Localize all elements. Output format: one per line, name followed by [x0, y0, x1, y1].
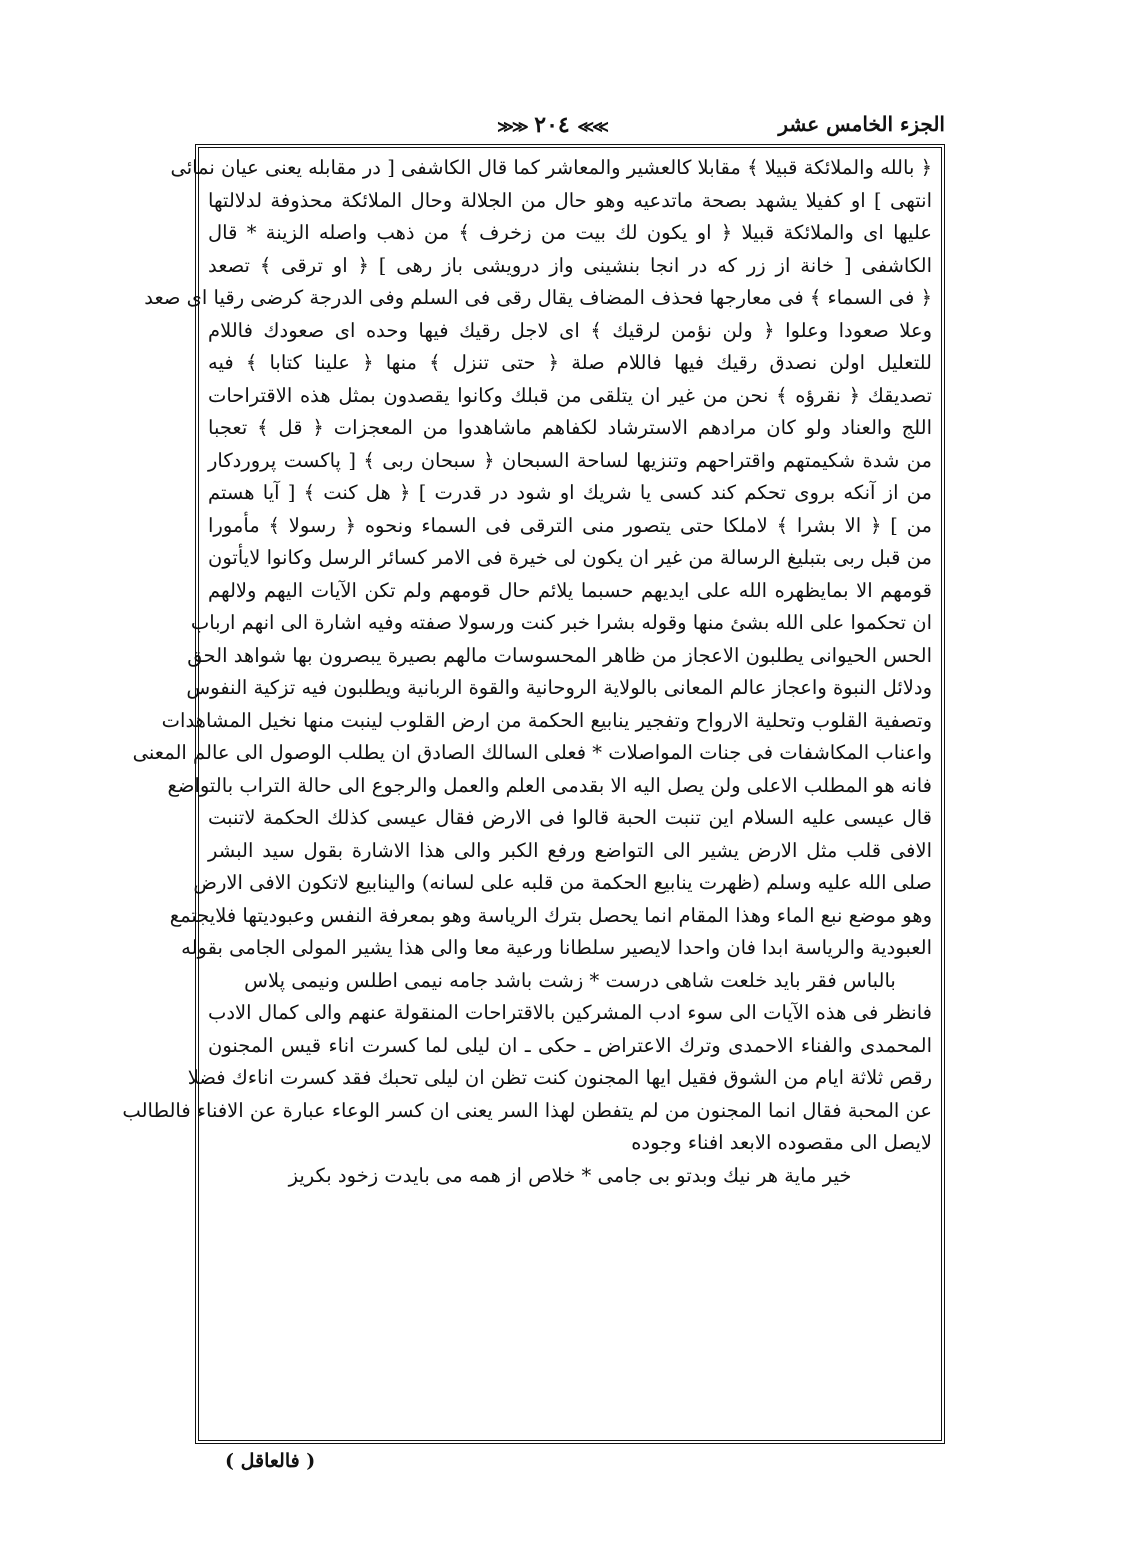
text-line: العبودية والرياسة ابدا فان واحدا لايصير سلطانا ورعية معا والى هذا يشير المولى الجامى بقوله — [181, 936, 932, 959]
text-line: الكاشفى [ خانة از زر كه در انجا بنشينى واز درويشى باز رهى ] ﴿ او ترقى ﴾ تصعد — [208, 253, 932, 277]
text-line: واعناب المكاشفات فى جنات المواصلات * فعلى السالك الصادق ان يطلب الوصول الى عالم المعنى — [132, 741, 932, 764]
text-line: فانظر فى هذه الآيات الى سوء ادب المشركين بالاقتراحات المنقولة عنهم والى كمال الادب — [208, 1001, 932, 1024]
text-line: ودلائل النبوة واعجاز عالم المعانى بالولاية الروحانية والقوة الربانية ويطلبون فيه تزكية النفوس — [186, 676, 932, 699]
text-line-last: لايصل الى مقصوده الابعد افناء وجوده — [631, 1131, 932, 1154]
verse-line: خير ماية هر نيك وبدتو بى جامى * خلاص از همه مى بايدت زخود بكريز — [288, 1163, 852, 1187]
text-line: من از آنكه بروى تحكم كند كسى يا شريك او شود در قدرت ] ﴿ هل كنت ﴾ [ آيا هستم — [208, 481, 932, 504]
page-number-block — [487, 112, 617, 138]
text-line: قومهم الا بمايظهره الله على ايديهم حسبما يلائم حال قومهم ولم تكن الآيات اليهم ولالهم — [208, 578, 932, 602]
text-line: ﴿ بالله والملائكة قبيلا ﴾ مقابلا كالعشير والمعاشر كما قال الكاشفى [ در مقابله يعنى عيان نمائى — [170, 156, 932, 179]
text-line: عليها اى والملائكة قبيلا ﴿ او يكون لك بيت من زخرف ﴾ من ذهب واصله الزينة * قال — [208, 221, 932, 244]
verse-line: بالباس فقر بايد خلعت شاهى درست * زشت باشد جامه نيمى اطلس ونيمى پلاس — [244, 968, 896, 992]
ornament-left-icon: ≫≫ — [497, 116, 527, 136]
text-line: عن المحبة فقال انما المجنون من لم يتفطن لهذا السر يعنى ان كسر الوعاء عبارة عن الافناء فالطالب — [122, 1098, 932, 1122]
text-line: صلى الله عليه وسلم (ظهرت ينابيع الحكمة من قلبه على لسانه) والينابيع لاتكون الافى الارض — [193, 871, 932, 894]
text-line: رقص ثلاثة ايام من الشوق فقيل ايها المجنون كنت تظن ان ليلى تحبك فقد كسرت اناءك فضلا — [187, 1066, 932, 1089]
text-line: انتهى ] او كفيلا يشهد بصحة ماتدعيه وهو حال من الجلالة وحال الملائكة محذوفة لدلالتها — [208, 188, 932, 212]
running-title: الجزء الخامس عشر — [778, 112, 945, 136]
text-line: من قبل ربى بتبليغ الرسالة من غير ان يكون لى خيرة فى الامر كسائر الرسل وكانوا لايأتون — [208, 546, 932, 569]
text-line: للتعليل اولن نصدق رقيك فيها فاللام صلة ﴿ حتى تنزل ﴾ منها ﴿ علينا كتابا ﴾ فيه — [208, 351, 932, 374]
text-line: من شدة شكيمتهم واقتراحهم وتنزيها لساحة السبحان ﴿ سبحان ربى ﴾ [ پاكست پروردكار — [208, 448, 932, 472]
text-line: الافى قلب مثل الارض يشير الى التواضع ورفع الكبر والى هذا الاشارة بقول سيد البشر — [208, 838, 932, 862]
text-line: وهو موضع نبع الماء وهذا المقام انما يحصل بترك الرياسة وهو بمعرفة النفس وعبوديتها فلايجتمع — [169, 903, 932, 927]
text-line: وتصفية القلوب وتحلية الارواح وتفجير ينابيع الحكمة من ارض القلوب لينبت منها نخيل المشاهدات — [161, 708, 932, 732]
body-text — [122, 152, 932, 1192]
text-line: وعلا صعودا وعلوا ﴿ ولن نؤمن لرقيك ﴾ اى لاجل رقيك فيها وحده اى صعودك فاللام — [208, 318, 932, 342]
ornament-right-icon: ≪≪ — [577, 116, 607, 136]
text-line: ﴿ فى السماء ﴾ فى معارجها فحذف المضاف يقال رقى فى السلم وفى الدرجة كرضى رقيا اى صعد — [144, 286, 932, 309]
text-line: فانه هو المطلب الاعلى ولن يصل اليه الا بقدمى العلم والعمل والرجوع الى حالة التراب بالتواضع — [167, 773, 932, 797]
text-line: الحس الحيوانى يطلبون الاعجاز من ظاهر المحسوسات مالهم بصيرة يبصرون بها شواهد الحق — [187, 643, 932, 667]
text-line: اللج والعناد ولو كان مرادهم الاسترشاد لكفاهم ماشاهدوا من المعجزات ﴿ قل ﴾ تعجبا — [208, 416, 932, 439]
text-line: المحمدى والفناء الاحمدى وترك الاعتراض ـ حكى ـ ان ليلى لما كسرت اناء قيس المجنون — [208, 1033, 932, 1057]
text-line: من ] ﴿ الا بشرا ﴾ لاملكا حتى يتصور منى الترقى فى السماء ونحوه ﴿ رسولا ﴾ مأمورا — [208, 513, 932, 537]
text-line: قال عيسى عليه السلام اين تنبت الحبة قالوا فى الارض فقال عيسى كذلك الحكمة لاتنبت — [208, 806, 932, 829]
catchword: ( فالعاقل ) — [225, 1450, 316, 1472]
page-header — [195, 112, 945, 144]
page-number: ٢٠٤ — [534, 112, 570, 138]
text-line: ان تحكموا على الله بشئ منها وقوله بشرا خبر كنت ورسولا صفته وفيه اشارة الى انهم ارباب — [190, 611, 932, 634]
text-line: تصديقك ﴿ نقرؤه ﴾ نحن من غير ان يتلقى من قبلك وكانوا يقصدون بمثل هذه الاقتراحات — [208, 383, 932, 407]
